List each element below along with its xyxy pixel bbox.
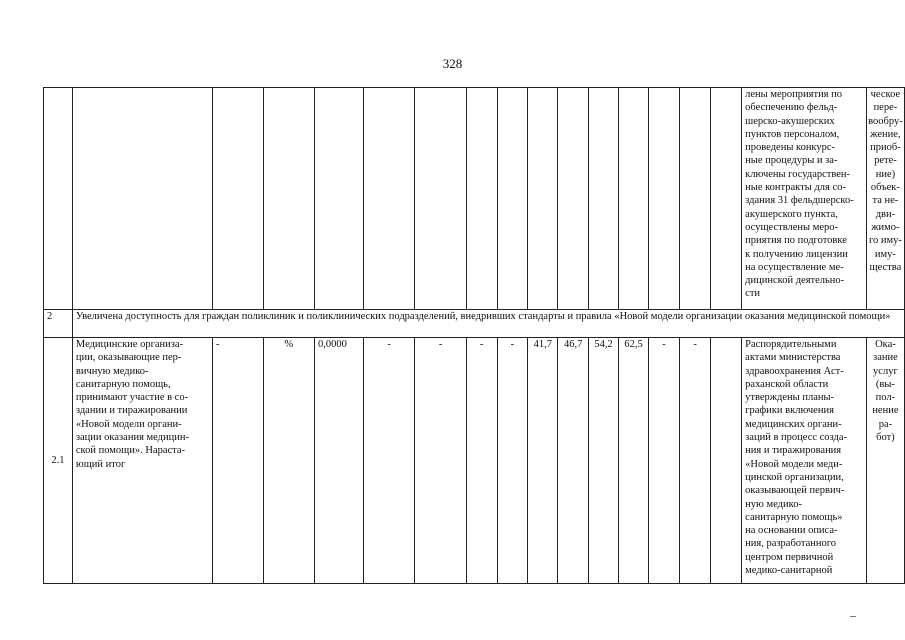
section-number: 2: [44, 310, 73, 338]
result-line: утверждены планы-: [745, 392, 835, 404]
type-line: ние): [875, 168, 896, 180]
indicator-line: здании и тиражировании: [75, 405, 188, 417]
type-line: приоб-: [870, 142, 901, 154]
indicator-line: вичную медико-: [75, 365, 149, 377]
result-line: раханской области: [745, 378, 829, 390]
cell-value: [558, 88, 589, 310]
result-line: ную медико-: [745, 498, 802, 510]
cell-value: 62,5: [619, 338, 649, 584]
page-number: 328: [442, 56, 463, 71]
type-line: жимо-: [871, 221, 900, 233]
type-line: нение: [872, 405, 899, 417]
cell-result-type: [866, 88, 904, 310]
type-line: дви-: [875, 208, 896, 220]
cell-number: [44, 88, 73, 310]
cell-empty: [711, 338, 742, 584]
type-line: пере-: [873, 102, 898, 114]
table-row-continued: [44, 88, 905, 310]
type-line: Ока-: [875, 339, 896, 350]
cell-type: -: [213, 338, 263, 584]
cell-value: [589, 88, 619, 310]
result-line: дицинской деятельно-: [745, 275, 845, 287]
table-row: [44, 338, 905, 584]
indicator-line: «Новой модели органи-: [75, 418, 182, 430]
type-line: пол-: [875, 392, 896, 404]
cell-value: -: [679, 338, 711, 584]
cell-value: -: [649, 338, 680, 584]
cell-value: [619, 88, 649, 310]
result-line: медицинских органи-: [745, 418, 842, 430]
indicator-line: санитарную помощь,: [75, 378, 171, 390]
cell-value: 41,7: [528, 338, 558, 584]
result-line: центром первичной: [745, 551, 834, 563]
cell-result-type: [866, 338, 904, 584]
result-line: ные контракты для со-: [745, 182, 846, 194]
result-line: цинской организации,: [745, 471, 844, 483]
cell-result: [742, 338, 867, 584]
cell-value: [649, 88, 680, 310]
type-line: ра-: [878, 418, 893, 430]
cell-base-value: 0,0000: [315, 338, 364, 584]
result-line: шерско-акушерских: [745, 115, 835, 127]
type-line: услуг: [873, 365, 898, 377]
cell-value: -: [415, 338, 466, 584]
type-line: го иму-: [868, 235, 902, 247]
scan-mark: [850, 616, 856, 617]
result-line: обеспечению фельд-: [745, 102, 838, 114]
type-line: объек-: [870, 182, 900, 194]
cell-indicator: [72, 338, 212, 584]
type-line: рете-: [874, 155, 897, 167]
cell-value: [679, 88, 711, 310]
cell-value: -: [497, 338, 528, 584]
indicator-line: Медицинские организа-: [75, 339, 184, 350]
type-line: щества: [869, 261, 902, 273]
results-table: [43, 87, 905, 584]
cell-type: [213, 88, 263, 310]
cell-value: [363, 88, 414, 310]
cell-result: [742, 88, 867, 310]
section-title: Увеличена доступность для граждан поликлиник и поликлинических подразделений, внедривших стандарты и правила «Новой модели организации оказания медицинской помощи»: [72, 310, 904, 338]
result-line: ключены государствен-: [745, 168, 851, 180]
result-line: санитарную помощь»: [745, 511, 843, 523]
result-line: «Новой модели меди-: [745, 458, 843, 470]
type-line: та не-: [872, 195, 899, 207]
result-line: ния и тиражирования: [745, 445, 842, 457]
result-line: Распорядительными: [745, 339, 837, 350]
cell-value: [466, 88, 497, 310]
result-line: оказывающей первич-: [745, 485, 845, 497]
result-line: акушерского пункта,: [745, 208, 838, 220]
indicator-line: принимают участие в со-: [75, 392, 189, 404]
result-line: осуществлены меро-: [745, 221, 839, 233]
table-row-section: [44, 310, 905, 338]
type-line: жение,: [870, 128, 901, 140]
cell-value: [415, 88, 466, 310]
result-line: на основании описа-: [745, 525, 838, 537]
result-line: ния, разработанного: [745, 538, 837, 550]
result-line: ные процедуры и за-: [745, 155, 838, 167]
result-line: актами министерства: [745, 352, 841, 364]
cell-value: -: [466, 338, 497, 584]
type-line: иму-: [874, 248, 896, 260]
type-line: зание: [873, 352, 898, 364]
result-line: к получению лицензии: [745, 248, 848, 260]
result-line: пунктов персоналом,: [745, 128, 840, 140]
row-number: 2.1: [44, 338, 73, 584]
cell-unit: %: [263, 338, 315, 584]
result-line: заций в процесс созда-: [745, 432, 848, 444]
type-line: вообру-: [868, 115, 903, 127]
indicator-line: ющий итог: [75, 458, 126, 470]
cell-value: [711, 88, 742, 310]
cell-value: 46,7: [558, 338, 589, 584]
result-line: графики включения: [745, 405, 834, 417]
result-line: сти: [745, 288, 761, 300]
cell-indicator: [72, 88, 212, 310]
cell-value: 54,2: [589, 338, 619, 584]
cell-value: -: [363, 338, 414, 584]
result-line: здания 31 фельдшерско-: [745, 195, 854, 207]
result-line: медико-санитарной: [745, 565, 833, 577]
result-line: проведены конкурс-: [745, 142, 836, 154]
type-line: бот): [876, 432, 895, 444]
type-line: ческое: [870, 89, 901, 100]
cell-value: [528, 88, 558, 310]
result-line: приятия по подготовке: [745, 235, 847, 247]
result-line: лены мероприятия по: [745, 89, 843, 100]
indicator-line: ской помощи». Нараста-: [75, 445, 186, 457]
indicator-line: зации оказания медицин-: [75, 432, 190, 444]
type-line: (вы-: [875, 378, 895, 390]
cell-value: [497, 88, 528, 310]
indicator-line: ции, оказывающие пер-: [75, 352, 182, 364]
result-line: здравоохранения Аст-: [745, 365, 844, 377]
cell-unit: [263, 88, 315, 310]
cell-base-value: [315, 88, 364, 310]
result-line: на осуществление ме-: [745, 261, 844, 273]
